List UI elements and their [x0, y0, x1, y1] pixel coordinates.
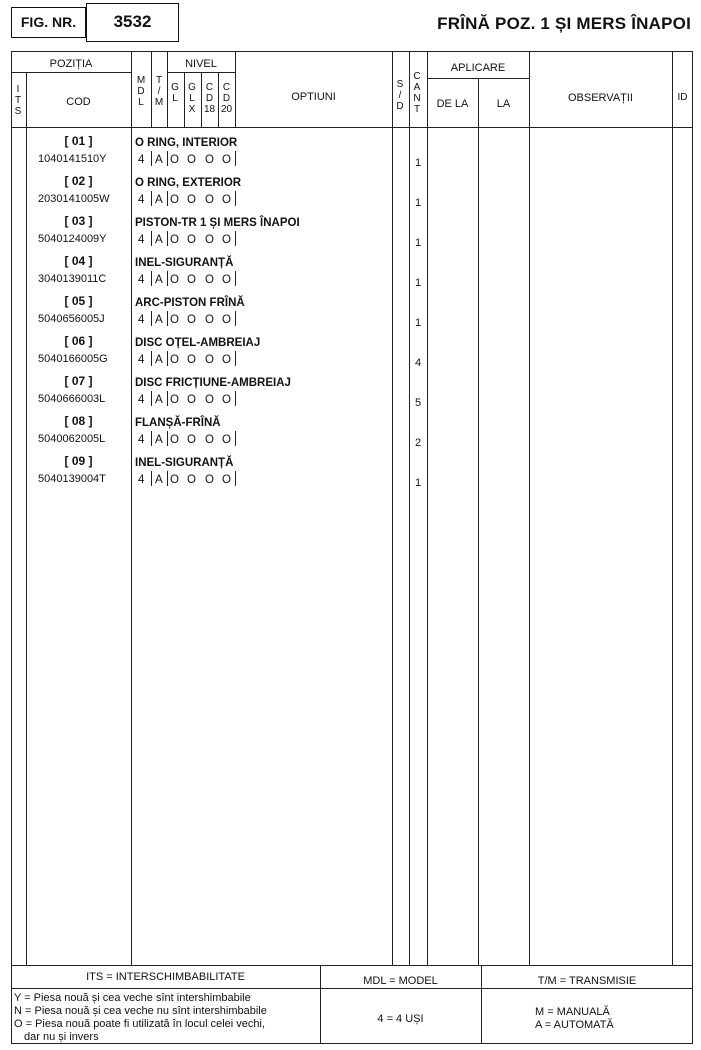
part-name: ARC-PISTON FRÎNĂ — [135, 297, 245, 309]
row-separator — [167, 151, 168, 166]
part-code: 5040656005J — [38, 313, 105, 325]
row-separator — [235, 231, 236, 246]
row-separator — [167, 231, 168, 246]
part-model: 4 — [138, 234, 145, 246]
tm-legend-manual: M = MANUALĂ — [535, 1006, 610, 1018]
part-level-3: O — [205, 314, 214, 326]
part-level-3: O — [205, 354, 214, 366]
part-quantity: 1 — [414, 277, 422, 289]
part-name: INEL-SIGURANȚĂ — [135, 257, 234, 269]
part-level-1: O — [170, 154, 179, 166]
aplicare-column-line — [427, 51, 428, 965]
part-level-1: O — [170, 354, 179, 366]
part-level-2: O — [187, 274, 196, 286]
row-separator — [167, 271, 168, 286]
part-model: 4 — [138, 274, 145, 286]
part-level-2: O — [187, 434, 196, 446]
id-header: ID — [677, 92, 688, 103]
mdl-column-line — [151, 51, 152, 127]
part-quantity: 5 — [414, 397, 422, 409]
part-level-2: O — [187, 354, 196, 366]
part-position: [ 09 ] — [64, 454, 93, 468]
part-name: DISC FRICȚIUNE-AMBREIAJ — [135, 377, 291, 389]
row-separator — [167, 311, 168, 326]
row-separator — [151, 231, 152, 246]
part-name: INEL-SIGURANȚĂ — [135, 457, 234, 469]
part-level-2: O — [187, 234, 196, 246]
part-level-1: O — [170, 474, 179, 486]
part-transmission: A — [155, 314, 163, 326]
pozitia-divider — [11, 72, 131, 73]
its-column-line — [26, 72, 27, 965]
part-transmission: A — [155, 394, 163, 406]
mdl-legend-value: 4 = 4 UȘI — [377, 1013, 424, 1025]
mdl-header: M D L — [136, 75, 146, 108]
part-position: [ 08 ] — [64, 414, 93, 428]
part-quantity: 2 — [414, 437, 422, 449]
footer-top-line — [11, 965, 693, 966]
part-quantity: 1 — [414, 197, 422, 209]
row-separator — [167, 351, 168, 366]
part-name: O RING, INTERIOR — [135, 137, 238, 149]
part-transmission: A — [155, 274, 163, 286]
its-legend-o: O = Piesa nouă poate fi utilizată în locul celei vechi, — [14, 1018, 266, 1030]
row-separator — [167, 431, 168, 446]
part-position: [ 06 ] — [64, 334, 93, 348]
its-legend-y: Y = Piesa nouă și cea veche sînt intershimbabile — [14, 992, 251, 1004]
nivel-col1-line — [184, 72, 185, 127]
part-level-3: O — [205, 474, 214, 486]
part-quantity: 1 — [414, 317, 422, 329]
figure-number: 3532 — [86, 3, 179, 42]
row-separator — [151, 311, 152, 326]
part-position: [ 02 ] — [64, 174, 93, 188]
parts-table-frame — [11, 51, 693, 1044]
part-transmission: A — [155, 234, 163, 246]
part-code: 3040139011C — [38, 273, 107, 285]
part-level-1: O — [170, 194, 179, 206]
part-position: [ 03 ] — [64, 214, 93, 228]
row-separator — [151, 351, 152, 366]
optiuni-header: OPTIUNI — [291, 91, 336, 103]
row-separator — [235, 431, 236, 446]
part-level-1: O — [170, 234, 179, 246]
mdl-legend-title: MDL = MODEL — [363, 975, 438, 987]
la-header: LA — [496, 98, 511, 110]
part-model: 4 — [138, 314, 145, 326]
row-separator — [167, 471, 168, 486]
part-code: 5040139004T — [38, 473, 106, 485]
part-model: 4 — [138, 154, 145, 166]
observatii-header: OBSERVAȚII — [567, 92, 633, 104]
part-code: 1040141510Y — [38, 153, 107, 165]
row-separator — [151, 191, 152, 206]
cod-header: COD — [66, 96, 91, 108]
part-level-2: O — [187, 474, 196, 486]
part-model: 4 — [138, 474, 145, 486]
its-legend-n: N = Piesa nouă și cea veche nu sînt intershimbabile — [14, 1005, 267, 1017]
row-separator — [235, 151, 236, 166]
part-level-3: O — [205, 234, 214, 246]
part-level-1: O — [170, 394, 179, 406]
part-transmission: A — [155, 474, 163, 486]
part-level-3: O — [205, 434, 214, 446]
part-name: PISTON-TR 1 ȘI MERS ÎNAPOI — [135, 217, 300, 229]
row-separator — [151, 151, 152, 166]
row-separator — [235, 311, 236, 326]
row-separator — [151, 431, 152, 446]
row-separator — [151, 471, 152, 486]
its-legend-title: ITS = INTERSCHIMBABILITATE — [86, 971, 245, 983]
part-model: 4 — [138, 434, 145, 446]
its-header: I T S — [14, 84, 22, 117]
part-level-4: O — [222, 274, 231, 286]
part-transmission: A — [155, 154, 163, 166]
pozitia-header: POZIȚIA — [49, 58, 93, 70]
tm-header: T / M — [154, 75, 164, 108]
part-level-4: O — [222, 474, 231, 486]
nivel-gl-header: G L — [171, 82, 179, 104]
nivel-cd18-header: C D 18 — [203, 82, 216, 115]
id-column-line — [672, 51, 673, 965]
part-transmission: A — [155, 434, 163, 446]
part-position: [ 04 ] — [64, 254, 93, 268]
figure-label: FIG. NR. — [11, 7, 86, 38]
header-bottom-line — [11, 127, 693, 128]
part-code: 5040124009Y — [38, 233, 107, 245]
row-separator — [167, 391, 168, 406]
part-level-4: O — [222, 394, 231, 406]
its-legend-o-continued: dar nu și invers — [24, 1031, 99, 1043]
nivel-header: NIVEL — [185, 58, 217, 70]
sd-column-line — [392, 51, 393, 965]
part-transmission: A — [155, 354, 163, 366]
observatii-column-line — [529, 51, 530, 965]
part-code: 5040062005L — [38, 433, 106, 445]
part-name: FLANȘĂ-FRÎNĂ — [135, 417, 221, 429]
part-quantity: 4 — [414, 357, 422, 369]
part-level-4: O — [222, 314, 231, 326]
row-separator — [151, 391, 152, 406]
tm-legend-title: T/M = TRANSMISIE — [537, 975, 637, 987]
nivel-glx-header: G L X — [188, 82, 196, 115]
part-level-2: O — [187, 394, 196, 406]
cant-header: C A N T — [413, 71, 421, 115]
part-level-4: O — [222, 154, 231, 166]
part-level-1: O — [170, 314, 179, 326]
part-position: [ 01 ] — [64, 134, 93, 148]
part-code: 5040666003L — [38, 393, 106, 405]
dela-la-column-line — [478, 78, 479, 965]
nivel-cd20-header: C D 20 — [220, 82, 233, 115]
part-level-4: O — [222, 354, 231, 366]
row-separator — [151, 271, 152, 286]
part-level-1: O — [170, 274, 179, 286]
row-separator — [235, 391, 236, 406]
part-position: [ 07 ] — [64, 374, 93, 388]
aplicare-header: APLICARE — [450, 62, 506, 74]
part-code: 5040166005G — [38, 353, 108, 365]
part-level-1: O — [170, 434, 179, 446]
part-level-4: O — [222, 434, 231, 446]
cod-column-line — [131, 51, 132, 965]
part-level-4: O — [222, 194, 231, 206]
de-la-header: DE LA — [436, 98, 469, 110]
part-name: O RING, EXTERIOR — [135, 177, 242, 189]
tm-legend-automatic: A = AUTOMATĂ — [535, 1019, 614, 1031]
sd-header: S / D — [396, 79, 404, 112]
row-separator — [235, 471, 236, 486]
part-position: [ 05 ] — [64, 294, 93, 308]
part-transmission: A — [155, 194, 163, 206]
part-model: 4 — [138, 194, 145, 206]
part-code: 2030141005W — [38, 193, 110, 205]
part-level-3: O — [205, 194, 214, 206]
nivel-end-line — [235, 51, 236, 127]
footer-title-line — [11, 988, 693, 989]
part-level-2: O — [187, 154, 196, 166]
part-quantity: 1 — [414, 237, 422, 249]
row-separator — [235, 351, 236, 366]
part-level-4: O — [222, 234, 231, 246]
part-level-3: O — [205, 394, 214, 406]
part-model: 4 — [138, 394, 145, 406]
cant-column-line — [409, 51, 410, 965]
part-quantity: 1 — [414, 157, 422, 169]
row-separator — [235, 271, 236, 286]
part-model: 4 — [138, 354, 145, 366]
row-separator — [167, 191, 168, 206]
part-level-3: O — [205, 154, 214, 166]
row-separator — [235, 191, 236, 206]
part-name: DISC OȚEL-AMBREIAJ — [135, 337, 261, 349]
document-title: FRÎNĂ POZ. 1 ȘI MERS ÎNAPOI — [437, 14, 691, 33]
part-level-3: O — [205, 274, 214, 286]
part-level-2: O — [187, 314, 196, 326]
part-level-2: O — [187, 194, 196, 206]
part-quantity: 1 — [414, 477, 422, 489]
